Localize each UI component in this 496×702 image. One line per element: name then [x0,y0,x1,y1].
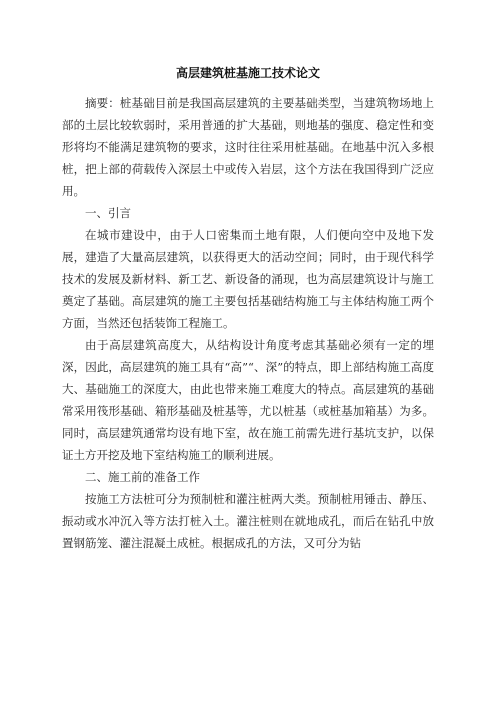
document-body [62,64,434,554]
document-title: 高层建筑桩基施工技术论文 [175,66,320,80]
introduction-paragraph-2: 由于高层建筑高度大，从结构设计角度考虑其基础必须有一定的埋深，因此，高层建筑的施工具有“高”“、深”的特点，即上部结构施工高度大、基础施工的深度大，由此也带来施工难度大的特点。高层建筑的基础常采用筏形基础、箱形基础及桩基等，尤以桩基（或桩基加箱基）为多。同时，高层建筑通常均设有地下室，故在施工前需先进行基坑支护，以保证土方开挖及地下室结构施工的顺利进展。 [62,338,434,462]
introduction-paragraph-1: 在城市建设中，由于人口密集而土地有限，人们便向空中及地下发展，建造了大量高层建筑，以获得更大的活动空间；同时，由于现代科学技术的发展及新材料、新工艺、新设备的涌现，也为高层建筑设计与施工奠定了基础。高层建筑的施工主要包括基础结构施工与主体结构施工两个方面，当然还包括装饰工程施工。 [62,228,434,330]
section-heading-introduction: 一、引言 [85,206,131,220]
preparation-paragraph-1: 按施工方法桩可分为预制桩和灌注桩两大类。预制桩用锤击、静压、振动或水冲沉入等方法打桩入土。灌注桩则在就地成孔，而后在钻孔中放置钢筋笼、灌注混凝土成桩。根据成孔的方法，又可分为钻 [62,492,434,550]
abstract-paragraph: 摘要：桩基础目前是我国高层建筑的主要基础类型，当建筑物场地上部的土层比较软弱时，采用普通的扩大基础，则地基的强度、稳定性和变形将均不能满足建筑物的要求，这时往往采用桩基础。在地基中沉入多根桩，把上部的荷载传入深层土中或传入岩层，这个方法在我国得到广泛应用。 [62,96,434,198]
section-heading-preparation: 二、施工前的准备工作 [85,470,200,484]
